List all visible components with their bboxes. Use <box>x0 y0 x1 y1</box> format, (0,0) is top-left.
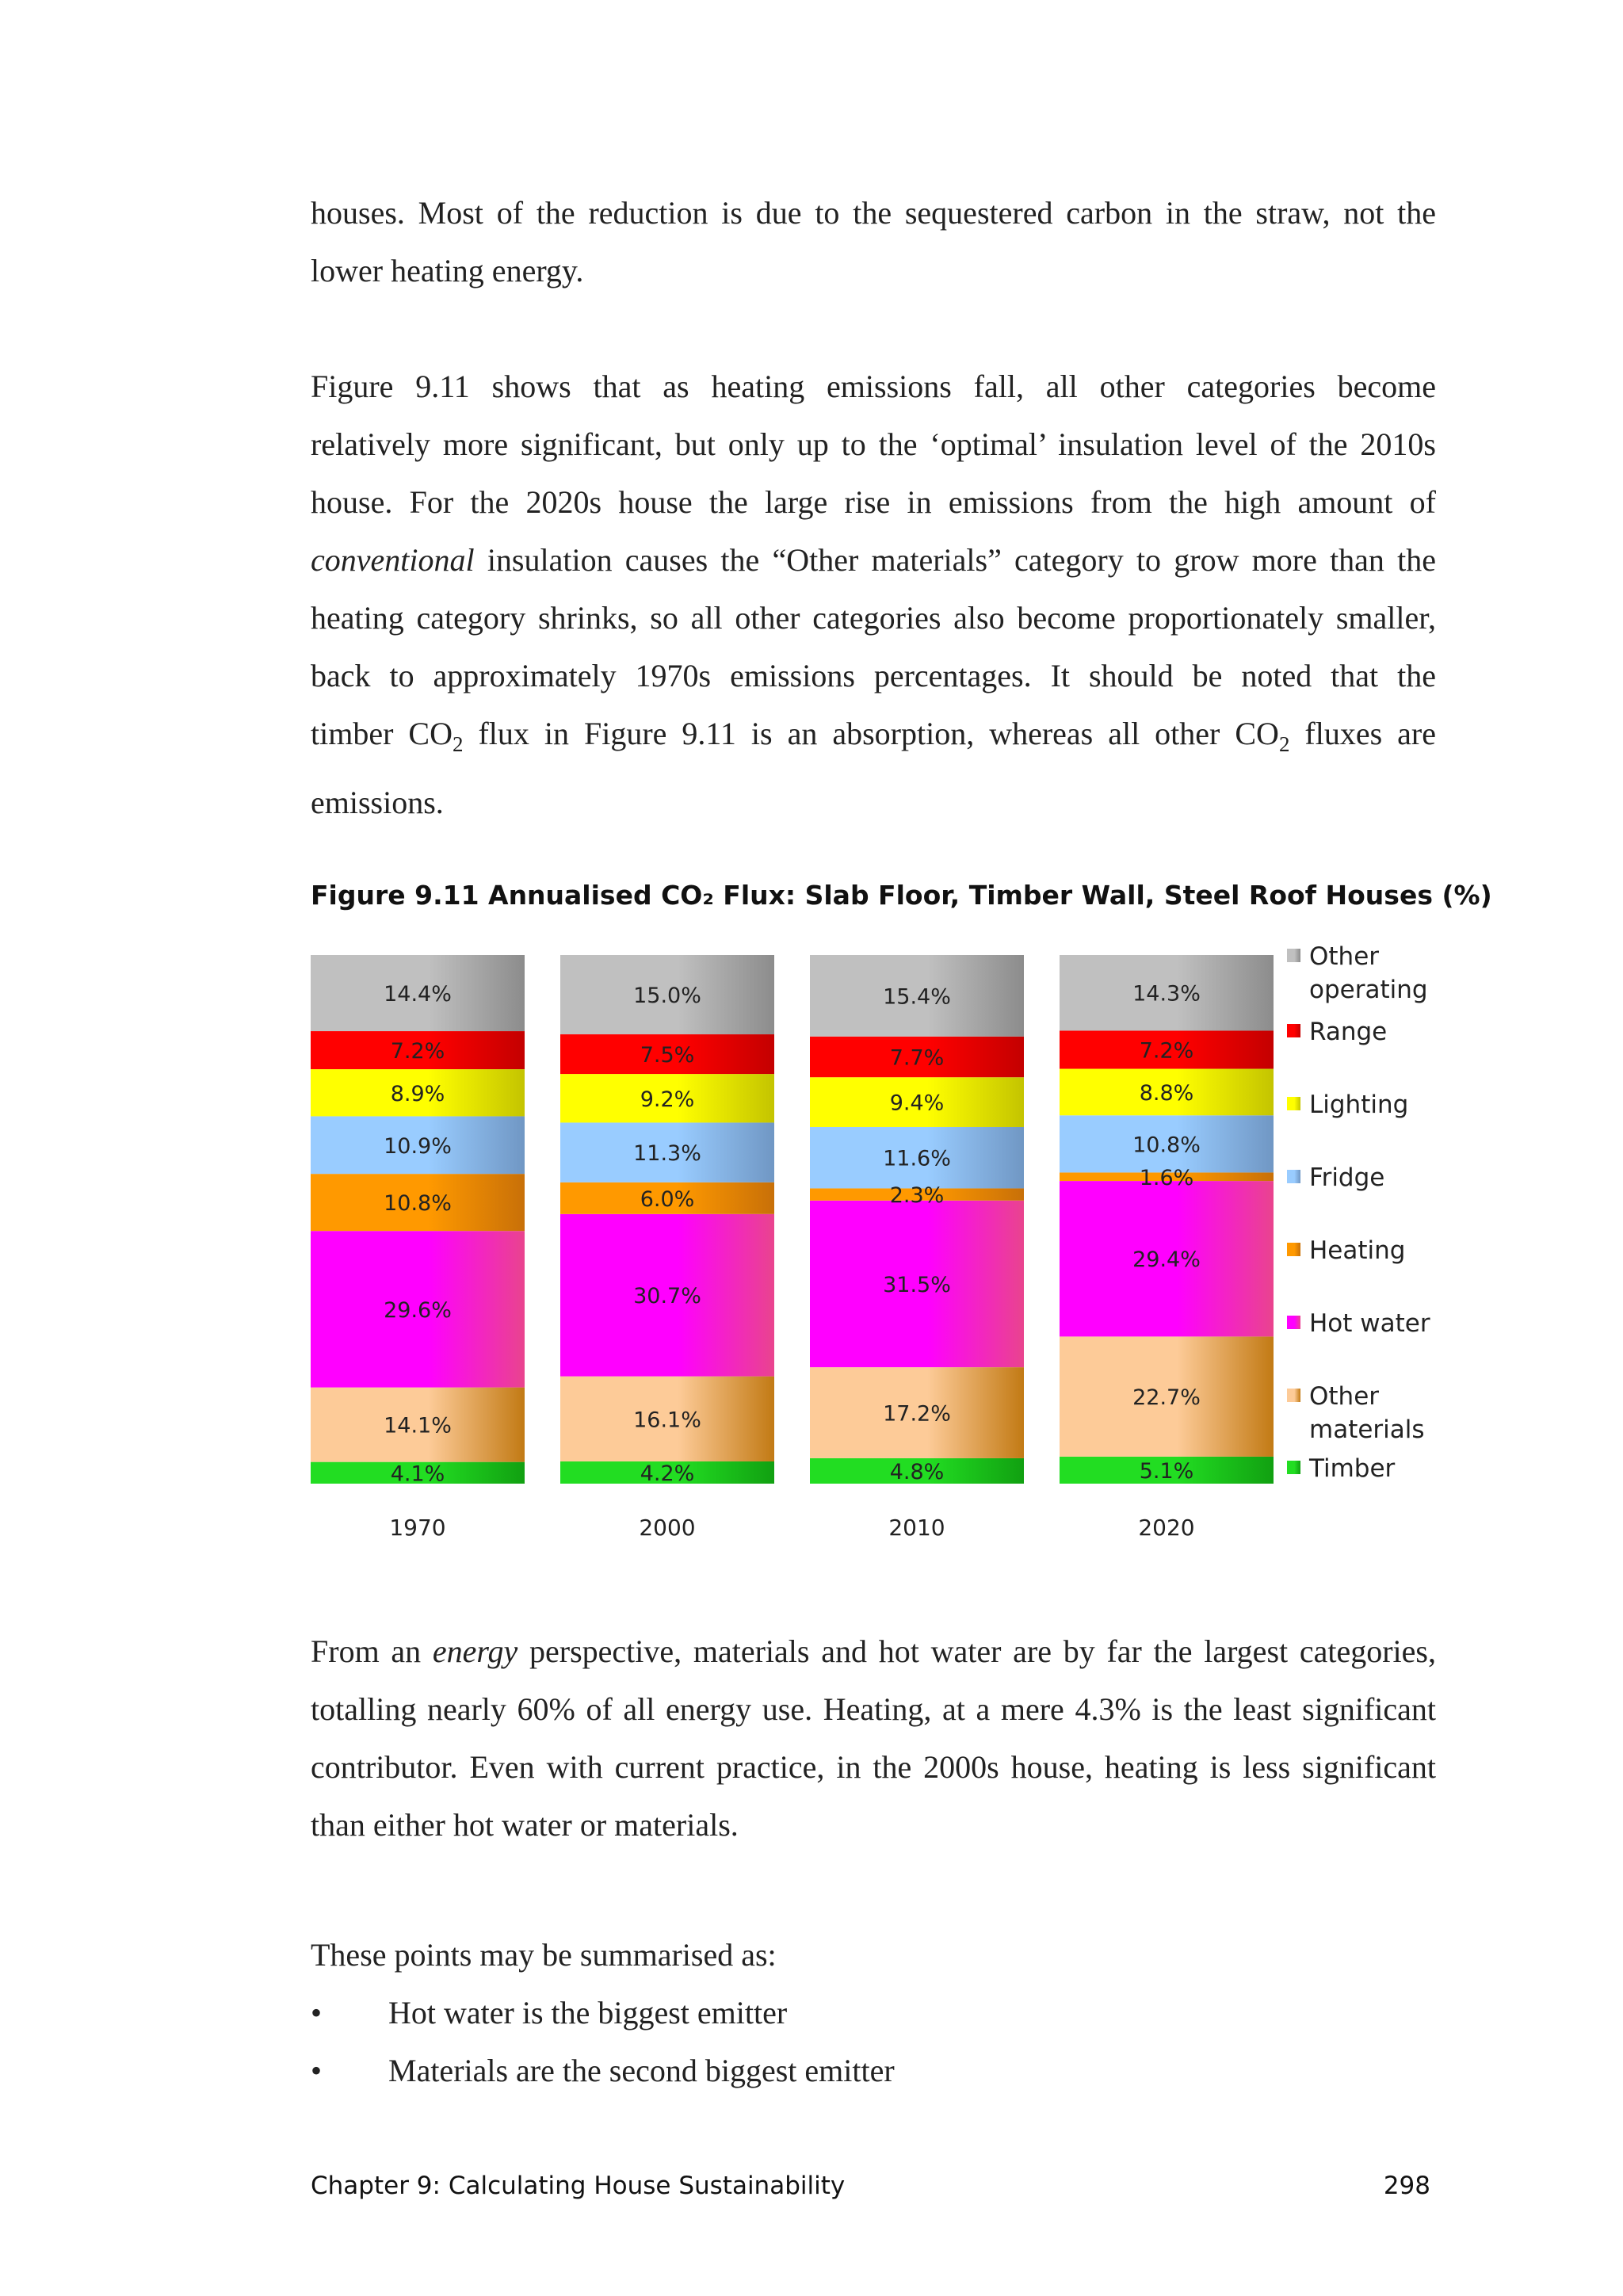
bullet-item <box>311 1984 1436 2042</box>
data-label-hot-water-2020: 29.4% <box>1132 1247 1201 1273</box>
legend-label-other-materials: materials <box>1309 1415 1425 1444</box>
bullet-text: Materials are the second biggest emitter <box>388 2053 895 2088</box>
emphasis-conventional: conventional <box>311 542 475 578</box>
data-label-other-materials-1970: 14.1% <box>384 1413 452 1438</box>
x-tick-label-2020: 2020 <box>1138 1515 1195 1541</box>
data-label-fridge-2020: 10.8% <box>1132 1133 1201 1158</box>
data-label-lighting-2000: 9.2% <box>640 1087 695 1112</box>
legend-label-other-operating: operating <box>1309 976 1428 1004</box>
data-label-other-materials-2010: 17.2% <box>883 1401 951 1427</box>
bullet-list <box>311 1984 1436 2099</box>
bullet-item <box>311 2042 1436 2099</box>
bullet-icon: • <box>311 2053 323 2088</box>
legend-label-hot-water: Hot water <box>1309 1309 1430 1338</box>
x-tick-label-2000: 2000 <box>639 1515 696 1541</box>
text-segment: perspective, materials and hot water are by far the largest categories, <box>517 1633 1436 1669</box>
data-label-timber-2000: 4.2% <box>640 1461 695 1486</box>
data-label-other-operating-1970: 14.4% <box>384 982 452 1007</box>
legend-label-heating: Heating <box>1309 1236 1406 1265</box>
data-label-timber-2010: 4.8% <box>889 1459 945 1484</box>
x-tick-label-1970: 1970 <box>389 1515 446 1541</box>
paragraph-2-line-5: heating category shrinks, so all other categories also become proportionately smaller, <box>311 600 1436 636</box>
x-tick-label-2010: 2010 <box>888 1515 945 1541</box>
data-label-other-operating-2020: 14.3% <box>1132 981 1201 1007</box>
data-label-range-2010: 7.7% <box>889 1045 945 1071</box>
legend-swatch-other-materials <box>1287 1389 1300 1402</box>
data-label-lighting-2010: 9.4% <box>889 1091 945 1116</box>
data-label-heating-2000: 6.0% <box>640 1186 695 1212</box>
data-label-other-materials-2020: 22.7% <box>1132 1385 1201 1411</box>
data-label-lighting-2020: 8.8% <box>1139 1080 1194 1106</box>
subscript-2: 2 <box>452 732 464 756</box>
legend-label-range: Range <box>1309 1018 1388 1046</box>
paragraph-4: These points may be summarised as: <box>311 1937 777 1973</box>
paragraph-1-line-2: lower heating energy. <box>311 253 584 288</box>
data-label-hot-water-2000: 30.7% <box>633 1284 701 1309</box>
data-label-lighting-1970: 8.9% <box>390 1081 445 1106</box>
legend-label-other-materials: Other <box>1309 1382 1380 1411</box>
paragraph-2-line-6: back to approximately 1970s emissions percentages. It should be noted that the <box>311 658 1436 693</box>
paragraph-2-line-4-rest: insulation causes the “Other materials” category to grow more than the <box>474 542 1436 578</box>
data-label-heating-2020: 1.6% <box>1139 1165 1194 1190</box>
data-label-heating-2010: 2.3% <box>889 1183 945 1209</box>
legend-swatch-hot-water <box>1287 1316 1300 1329</box>
subscript-2: 2 <box>1278 732 1290 756</box>
paragraph-2-line-8: emissions. <box>311 785 444 820</box>
legend-label-lighting: Lighting <box>1309 1091 1409 1119</box>
data-label-other-operating-2000: 15.0% <box>633 984 701 1009</box>
paragraph-3-line-4: than either hot water or materials. <box>311 1807 739 1843</box>
footer-chapter: Chapter 9: Calculating House Sustainability <box>311 2172 846 2200</box>
emphasis-energy: energy <box>432 1633 518 1669</box>
bullet-text: Hot water is the biggest emitter <box>388 1995 788 2030</box>
data-label-hot-water-1970: 29.6% <box>384 1297 452 1323</box>
paragraph-3 <box>311 1622 1436 1854</box>
data-label-fridge-1970: 10.9% <box>384 1133 452 1159</box>
paragraph-2-line-1: Figure 9.11 shows that as heating emissions fall, all other categories become <box>311 369 1436 404</box>
paragraph-3-line-3: contributor. Even with current practice, in the 2000s house, heating is less significant <box>311 1749 1436 1785</box>
data-label-fridge-2000: 11.3% <box>633 1141 701 1167</box>
data-label-heating-1970: 10.8% <box>384 1191 452 1217</box>
text-segment: flux in Figure 9.11 is an absorption, whereas all other CO <box>463 716 1279 751</box>
legend-label-other-operating: Other <box>1309 942 1380 971</box>
data-label-range-1970: 7.2% <box>390 1039 445 1064</box>
data-label-timber-2020: 5.1% <box>1139 1458 1194 1484</box>
figure-title: Figure 9.11 Annualised CO₂ Flux: Slab Floor, Timber Wall, Steel Roof Houses (%) <box>311 880 1492 911</box>
legend-swatch-fridge <box>1287 1170 1300 1183</box>
bullet-icon: • <box>311 1995 323 2030</box>
legend-swatch-heating <box>1287 1243 1300 1256</box>
paragraph-3-line-2: totalling nearly 60% of all energy use. Heating, at a mere 4.3% is the least significant <box>311 1691 1436 1727</box>
data-label-range-2020: 7.2% <box>1139 1038 1194 1064</box>
data-label-fridge-2010: 11.6% <box>883 1146 951 1171</box>
paragraph-2-line-2: relatively more significant, but only up to the ‘optimal’ insulation level of the 2010s <box>311 426 1436 462</box>
data-label-range-2000: 7.5% <box>640 1043 695 1068</box>
text-segment: From an <box>311 1633 433 1669</box>
legend-swatch-timber <box>1287 1461 1300 1474</box>
footer-page-number: 298 <box>1383 2172 1430 2200</box>
legend-swatch-other-operating <box>1287 949 1300 962</box>
data-label-other-operating-2010: 15.4% <box>883 984 951 1010</box>
paragraph-3-line-1 <box>311 1622 1436 1680</box>
text-segment: fluxes are <box>1289 716 1436 751</box>
legend-label-timber: Timber <box>1309 1454 1396 1483</box>
paragraph-1-line-1: houses. Most of the reduction is due to the sequestered carbon in the straw, not the <box>311 195 1436 231</box>
text-segment: timber CO <box>311 716 453 751</box>
data-label-hot-water-2010: 31.5% <box>883 1272 951 1297</box>
legend-swatch-lighting <box>1287 1097 1300 1110</box>
legend-label-fridge: Fridge <box>1309 1163 1385 1192</box>
legend-swatch-range <box>1287 1024 1300 1037</box>
data-label-other-materials-2000: 16.1% <box>633 1408 701 1433</box>
data-label-timber-1970: 4.1% <box>390 1461 445 1487</box>
paragraph-2-line-3: house. For the 2020s house the large rise in emissions from the high amount of <box>311 484 1436 520</box>
